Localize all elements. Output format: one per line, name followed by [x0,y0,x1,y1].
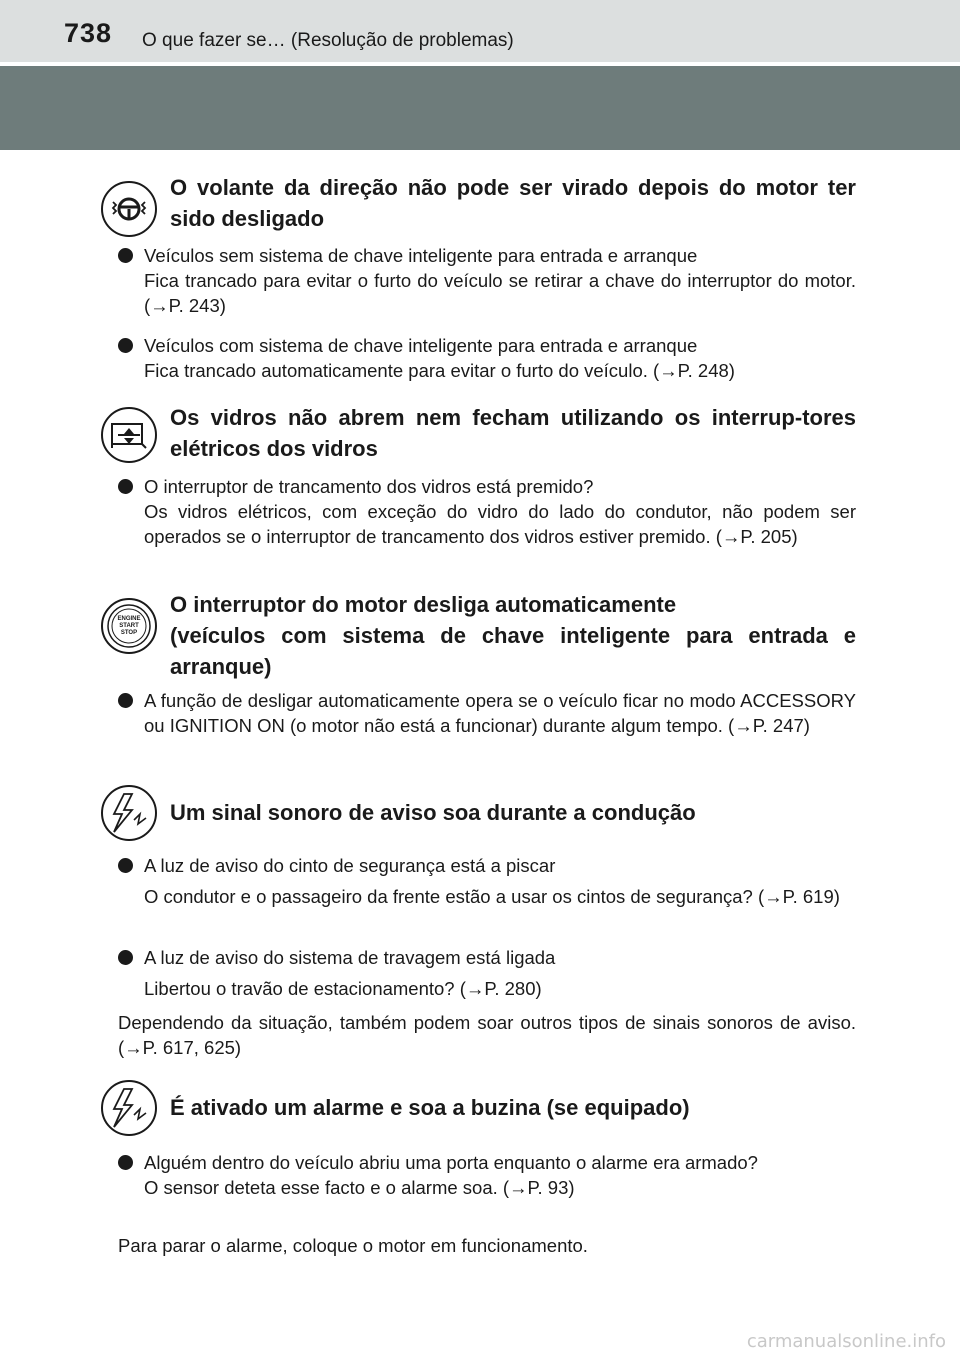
section-heading: É ativado um alarme e soa a buzina (se equipado) [170,1095,690,1120]
bullet-title: Alguém dentro do veículo abriu uma porta enquanto o alarme era armado? [144,1152,758,1173]
alarm-horn-icon [100,1079,158,1137]
icon-label-engine: ENGINE [117,616,141,622]
section-heading-line1: O interruptor do motor desliga automaticamente [170,592,677,617]
bullet-body: Libertou o travão de estacionamento? (→P. 280) [144,978,542,999]
bullet-body: A função de desligar automaticamente opera se o veículo ficar no modo ACCESSORY ou IGNITION ON (o motor não está a funcionar) durante algum tempo. (→P. 247) [144,690,856,736]
page-number: 738 [64,18,113,48]
bullet-icon [118,248,133,263]
list-item [118,1150,856,1200]
bullet-icon [118,693,133,708]
icon-label-stop: STOP [120,630,138,636]
list-item [118,945,856,1001]
note-paragraph: Para parar o alarme, coloque o motor em funcionamento. [118,1235,588,1256]
bullet-title: Veículos sem sistema de chave inteligente para entrada e arranque [144,245,698,266]
engine-start-stop-button-icon [100,597,158,655]
note-paragraph: Dependendo da situação, também podem soar outros tipos de sinais sonoros de aviso. (→P. 617, 625) [118,1012,856,1058]
bullet-icon [118,858,133,873]
bullet-body: Fica trancado automaticamente para evitar o furto do veículo. (→P. 248) [144,360,735,381]
bullet-body: O sensor deteta esse facto e o alarme soa. (→P. 93) [144,1177,575,1198]
bullet-title: O interruptor de trancamento dos vidros está premido? [144,476,594,497]
list-item [118,333,856,383]
section-heading: O volante da direção não pode ser virado depois do motor ter sido desligado [170,175,856,231]
power-window-icon [100,406,158,464]
list-item [118,853,856,909]
section-heading: Os vidros não abrem nem fecham utilizando os interrup-tores elétricos dos vidros [170,405,856,461]
chapter-title: O que fazer se… (Resolução de problemas) [142,30,514,51]
bullet-title: A luz de aviso do cinto de segurança está a piscar [144,855,556,876]
bullet-body: O condutor e o passageiro da frente estão a usar os cintos de segurança? (→P. 619) [144,886,840,907]
bullet-title: A luz de aviso do sistema de travagem está ligada [144,947,556,968]
list-item [118,243,856,318]
steering-wheel-lock-icon [100,180,158,238]
bullet-body: Os vidros elétricos, com exceção do vidro do lado do condutor, não podem ser operados se o interruptor de trancamento dos vidros estiver premido. (→P. 205) [144,501,856,547]
section-heading-line2: (veículos com sistema de chave inteligente para entrada e arranque) [170,623,856,679]
bullet-icon [118,1155,133,1170]
bullet-icon [118,950,133,965]
bullet-title: Veículos com sistema de chave inteligente para entrada e arranque [144,335,698,356]
watermark: carmanualsonline.info [746,1331,946,1352]
icon-label-start: START [119,623,139,629]
bullet-icon [118,338,133,353]
list-item [118,474,856,549]
warning-buzzer-icon [100,784,158,842]
bullet-icon [118,479,133,494]
section-heading: Um sinal sonoro de aviso soa durante a condução [170,800,696,825]
bullet-body: Fica trancado para evitar o furto do veículo se retirar a chave do interruptor do motor. (→P. 243) [144,270,856,316]
section-heading [170,589,856,682]
list-item [118,688,856,738]
